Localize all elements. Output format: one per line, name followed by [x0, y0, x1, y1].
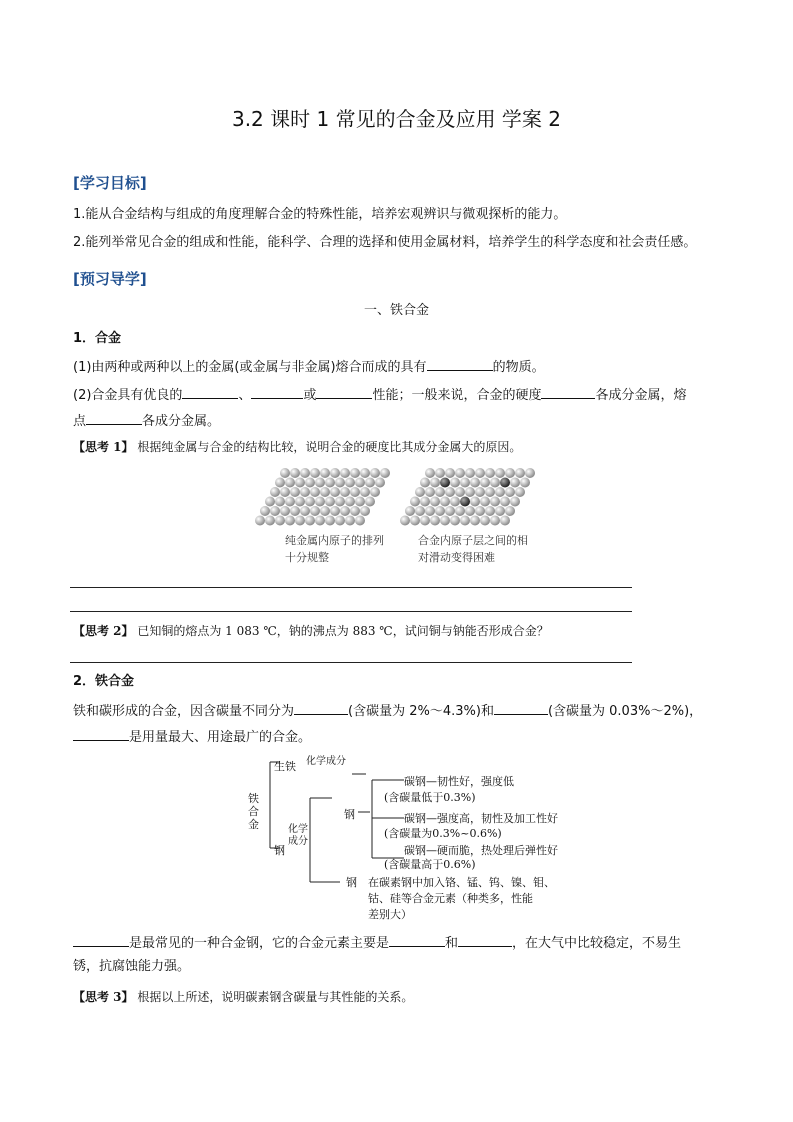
atom [415, 487, 425, 497]
atom [480, 497, 490, 507]
atom [330, 506, 340, 516]
atom [435, 468, 445, 478]
atom [285, 516, 295, 526]
atom [445, 506, 455, 516]
goal-1: 1.能从合金结构与组成的角度理解合金的特殊性能，培养宏观辨识与微观探析的能力。 [73, 207, 567, 222]
atom [325, 497, 335, 507]
atom [490, 497, 500, 507]
atom [290, 487, 300, 497]
atom [325, 516, 335, 526]
atom [265, 497, 275, 507]
atom [495, 506, 505, 516]
think-2: 【思考 2】 已知铜的熔点为 1 083 ℃，钠的沸点为 883 ℃，试问铜与钠能否形成合金？ [73, 624, 549, 638]
atom [435, 506, 445, 516]
atom [465, 506, 475, 516]
atom [455, 468, 465, 478]
atom [330, 487, 340, 497]
atom [325, 478, 335, 488]
goal-2: 2.能列举常见合金的组成和性能，能科学、合理的选择和使用金属材料，培养学生的科学态度和社会责任感。 [73, 235, 697, 250]
atom [480, 516, 490, 526]
atom [495, 487, 505, 497]
atom [445, 468, 455, 478]
atom [340, 487, 350, 497]
atom [280, 506, 290, 516]
figure-right-caption-1: 合金内原子层之间的相 [418, 534, 528, 547]
atom [305, 497, 315, 507]
atom [275, 497, 285, 507]
atom [475, 487, 485, 497]
stainless-p1: 是最常见的一种合金钢，它的合金元素主要是 和 ，在大气中比较稳定，不易生 [73, 932, 681, 953]
iron-heading: 2．铁合金 [73, 674, 135, 689]
tree-steel: 钢 [274, 844, 285, 857]
atom [280, 468, 290, 478]
atom [455, 506, 465, 516]
atom [485, 506, 495, 516]
tree-mid-carbon-note: (含碳量为0.3%~0.6%) [384, 827, 502, 840]
atom [425, 487, 435, 497]
atom [450, 478, 460, 488]
tree-alloy-steel: 钢 [346, 876, 357, 889]
atom [505, 468, 515, 478]
atom [425, 468, 435, 478]
atom [350, 506, 360, 516]
tree-pig-iron: 生铁 [274, 760, 296, 773]
atom [365, 497, 375, 507]
atom [300, 468, 310, 478]
atom [455, 487, 465, 497]
atom [475, 506, 485, 516]
iron-p1: 铁和碳形成的合金，因含碳量不同分为 (含碳量为 2%～4.3%)和 (含碳量为 0.03%～2%)， [73, 700, 702, 721]
atom [415, 506, 425, 516]
atom [320, 468, 330, 478]
tree-mid-carbon: 碳钢—强度高，韧性及加工性好 [404, 812, 558, 825]
atom [290, 468, 300, 478]
atom [335, 478, 345, 488]
atom [515, 468, 525, 478]
atom [315, 516, 325, 526]
answer-line-1 [70, 587, 632, 588]
atom [295, 478, 305, 488]
tree-high-carbon: 碳钢—硬而脆，热处理后弹性好 [404, 844, 558, 857]
atom [255, 516, 265, 526]
atom [435, 487, 445, 497]
atom [475, 468, 485, 478]
atom [360, 468, 370, 478]
tree-alloy-desc-2: 钴、硅等合金元素（种类多，性能 [368, 892, 533, 905]
atom [470, 497, 480, 507]
alloy-p2-cont: 点 各成分金属。 [73, 410, 220, 431]
tree-carbon-steel: 钢 [344, 808, 355, 821]
atom [315, 478, 325, 488]
tree-alloy-desc-1: 在碳素钢中加入铬、锰、钨、镍、钼、 [368, 876, 555, 889]
figure-left-caption-2: 十分规整 [285, 551, 329, 564]
atom [480, 478, 490, 488]
atom [285, 497, 295, 507]
answer-line-3 [70, 662, 632, 663]
tree-root: 铁合金 [248, 792, 259, 831]
atom [525, 468, 535, 478]
atom [490, 478, 500, 488]
atom [365, 478, 375, 488]
atom [280, 487, 290, 497]
atom [260, 506, 270, 516]
atom [310, 468, 320, 478]
atom [520, 478, 530, 488]
atom [460, 478, 470, 488]
atom [315, 497, 325, 507]
pure-metal-lattice [255, 468, 390, 526]
atom [370, 487, 380, 497]
atom [355, 497, 365, 507]
atom [430, 516, 440, 526]
atom [420, 497, 430, 507]
alloy-heading: 1．合金 [73, 331, 122, 346]
atom [295, 516, 305, 526]
atom [465, 468, 475, 478]
atom [500, 478, 510, 488]
atom [380, 468, 390, 478]
atom [310, 487, 320, 497]
alloy-p2: (2)合金具有优良的 、 或 性能；一般来说，合金的硬度 各成分金属，熔 [73, 384, 686, 405]
atom [440, 516, 450, 526]
atom [345, 516, 355, 526]
preview-heading: [预习导学] [73, 270, 147, 288]
atom [410, 497, 420, 507]
atom [340, 506, 350, 516]
atom [440, 478, 450, 488]
tree-chem-2: 化学成分 [288, 824, 308, 847]
atom [335, 516, 345, 526]
atom [320, 487, 330, 497]
tree-alloy-desc-3: 差别大） [368, 908, 412, 921]
alloy-lattice [400, 468, 535, 526]
atom [440, 497, 450, 507]
atom [460, 516, 470, 526]
atom [490, 516, 500, 526]
atom [400, 516, 410, 526]
atom [345, 497, 355, 507]
goals-heading: [学习目标] [73, 174, 147, 192]
atom [495, 468, 505, 478]
atom [345, 478, 355, 488]
stainless-p2: 锈，抗腐蚀能力强。 [73, 959, 191, 974]
atom [290, 506, 300, 516]
atom [310, 506, 320, 516]
atom [470, 516, 480, 526]
atom [270, 487, 280, 497]
atom [500, 516, 510, 526]
atom [430, 478, 440, 488]
atom [510, 478, 520, 488]
atom [405, 506, 415, 516]
page-title: 3.2 课时 1 常见的合金及应用 学案 2 [231, 107, 562, 131]
figure-right-caption-2: 对滑动变得困难 [418, 551, 495, 564]
atom [515, 487, 525, 497]
atom [505, 506, 515, 516]
atom [420, 516, 430, 526]
atom [450, 516, 460, 526]
atom [355, 516, 365, 526]
atom [335, 497, 345, 507]
atom [425, 506, 435, 516]
alloy-p1: (1)由两种或两种以上的金属(或金属与非金属)熔合而成的具有 的物质。 [73, 356, 545, 377]
atom [370, 468, 380, 478]
atom [460, 497, 470, 507]
tree-high-carbon-note: (含碳量高于0.6%) [384, 858, 476, 871]
atom [450, 497, 460, 507]
atom [275, 516, 285, 526]
atom [285, 478, 295, 488]
figure-left-caption-1: 纯金属内原子的排列 [285, 534, 384, 547]
atom [350, 468, 360, 478]
atom [330, 468, 340, 478]
atom [410, 516, 420, 526]
tree-low-carbon: 碳钢—韧性好，强度低 [404, 775, 514, 788]
iron-p2: 是用量最大、用途最广的合金。 [73, 726, 311, 747]
atom [295, 497, 305, 507]
think-1: 【思考 1】 根据纯金属与合金的结构比较，说明合金的硬度比其成分金属大的原因。 [73, 440, 522, 454]
atom [305, 516, 315, 526]
atom [510, 497, 520, 507]
atom [275, 478, 285, 488]
atom [445, 487, 455, 497]
atom [470, 478, 480, 488]
atom [350, 487, 360, 497]
atom [500, 497, 510, 507]
section1-title: 一、铁合金 [363, 303, 429, 318]
think-3: 【思考 3】 根据以上所述，说明碳素钢含碳量与其性能的关系。 [73, 990, 414, 1004]
atom-structure-figure [255, 466, 545, 530]
atom [340, 468, 350, 478]
atom [355, 478, 365, 488]
atom [300, 506, 310, 516]
atom [360, 487, 370, 497]
atom [305, 478, 315, 488]
atom [465, 487, 475, 497]
atom [375, 478, 385, 488]
atom [300, 487, 310, 497]
atom [420, 478, 430, 488]
atom [270, 506, 280, 516]
atom [265, 516, 275, 526]
atom [485, 468, 495, 478]
atom [360, 506, 370, 516]
tree-low-carbon-note: (含碳量低于0.3%) [384, 791, 476, 804]
answer-line-2 [70, 611, 632, 612]
tree-chem-1: 化学成分 [306, 756, 346, 767]
atom [320, 506, 330, 516]
atom [430, 497, 440, 507]
atom [505, 487, 515, 497]
atom [485, 487, 495, 497]
